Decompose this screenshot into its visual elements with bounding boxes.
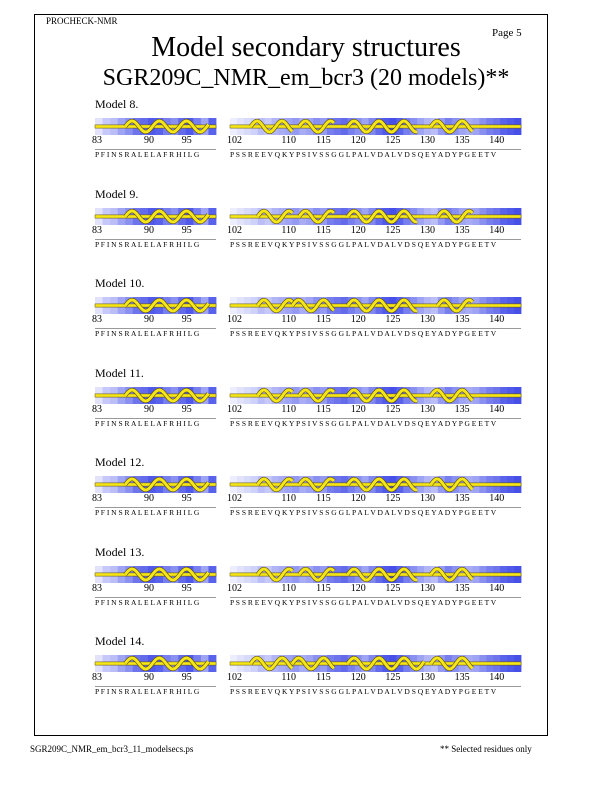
residue-number: 110 [281,493,297,504]
model-label: Model 14. [95,634,145,648]
page-subtitle: SGR209C_NMR_em_bcr3 (20 models)** [102,65,510,91]
residue-sequence: P S S R E E V Q K Y P S I V S S G G L P A L V D A L V D S Q E Y A D Y P G E E T V [230,239,497,249]
residue-number: 83 [92,403,102,415]
residue-number: 95 [181,403,192,415]
residue-number: 120 [350,672,366,683]
residue-number: 135 [454,493,470,504]
residue-number: 130 [420,314,435,325]
residue-number: 125 [385,582,401,594]
residue-sequence: P S S R E E V Q K Y P S I V S S G G L P A L V D A L V D S Q E Y A D Y P G E E T V [230,597,497,607]
residue-number: 90 [143,135,154,146]
residue-number: 140 [489,224,505,236]
secondary-structure-strip [95,566,216,583]
secondary-structure-strip [230,387,521,404]
secondary-structure-strip [95,297,216,314]
footer-note: ** Selected residues only [440,744,532,754]
residue-number: 110 [281,314,297,325]
residue-number: 83 [92,582,102,594]
residue-number: 120 [350,224,366,236]
residue-number: 130 [420,224,435,236]
residue-number: 102 [227,135,242,146]
residue-sequence: P F I N S R A L E L A F R H I L G [95,418,200,428]
residue-sequence: P S S R E E V Q K Y P S I V S S G G L P A L V D A L V D S Q E Y A D Y P G E E T V [230,418,497,428]
residue-sequence: P S S R E E V Q K Y P S I V S S G G L P A L V D A L V D S Q E Y A D Y P G E E T V [230,329,497,338]
residue-number: 115 [316,582,331,594]
residue-number: 95 [181,135,192,146]
residue-number: 95 [181,493,192,504]
footer-filename: SGR209C_NMR_em_bcr3_11_modelsecs.ps [30,744,194,754]
residue-number: 140 [489,582,505,594]
residue-number: 125 [385,493,401,504]
residue-number: 90 [143,314,154,325]
residue-number: 135 [454,135,470,146]
secondary-structure-strip [230,297,521,314]
residue-number: 120 [350,493,366,504]
secondary-structure-strip [230,566,521,583]
residue-number: 102 [227,224,242,236]
residue-number: 115 [316,314,331,325]
residue-number: 130 [420,582,435,594]
residue-sequence: P F I N S R A L E L A F R H I L G [95,687,200,696]
secondary-structure-strip [230,118,521,135]
residue-number: 140 [489,403,505,415]
secondary-structure-strip [95,387,216,404]
residue-number: 115 [316,403,331,415]
residue-number: 115 [316,135,331,146]
secondary-structure-strip [230,476,521,493]
residue-number: 135 [454,672,470,683]
residue-number: 95 [181,224,192,236]
residue-number: 135 [454,403,470,415]
residue-sequence: P S S R E E V Q K Y P S I V S S G G L P A L V D A L V D S Q E Y A D Y P G E E T V [230,687,497,696]
residue-number: 135 [454,582,470,594]
residue-number: 120 [350,314,366,325]
residue-number: 110 [281,224,297,236]
model-label: Model 9. [95,186,139,201]
residue-sequence: P F I N S R A L E L A F R H I L G [95,508,200,517]
residue-number: 140 [489,493,505,504]
residue-sequence: P F I N S R A L E L A F R H I L G [95,239,200,249]
residue-sequence: P F I N S R A L E L A F R H I L G [95,597,200,607]
residue-number: 83 [92,314,102,325]
residue-number: 95 [181,314,192,325]
residue-sequence: P S S R E E V Q K Y P S I V S S G G L P A L V D A L V D S Q E Y A D Y P G E E T V [230,150,497,159]
residue-number: 95 [181,582,192,594]
page-number: Page 5 [492,27,522,39]
residue-number: 135 [454,314,470,325]
residue-number: 125 [385,224,401,236]
residue-number: 140 [489,672,505,683]
residue-number: 90 [143,224,154,236]
residue-number: 102 [227,672,242,683]
residue-number: 115 [316,493,331,504]
residue-number: 110 [281,135,297,146]
secondary-structure-strip [95,118,216,135]
residue-number: 102 [227,314,242,325]
residue-number: 115 [316,672,331,683]
residue-number: 90 [143,403,154,415]
residue-number: 110 [281,403,297,415]
residue-number: 140 [489,135,505,146]
residue-number: 90 [143,493,154,504]
residue-number: 120 [350,135,366,146]
residue-number: 130 [420,403,435,415]
residue-number: 135 [454,224,470,236]
residue-sequence: P F I N S R A L E L A F R H I L G [95,150,200,159]
model-label: Model 13. [95,544,145,559]
program-name: PROCHECK-NMR [46,16,118,26]
residue-number: 115 [316,224,331,236]
secondary-structure-strip [95,476,216,493]
secondary-structure-strip [230,655,521,672]
residue-sequence: P F I N S R A L E L A F R H I L G [95,329,200,338]
residue-number: 120 [350,582,366,594]
model-label: Model 10. [95,276,145,290]
residue-number: 125 [385,314,401,325]
residue-number: 83 [92,493,102,504]
model-label: Model 8. [95,97,139,111]
residue-number: 130 [420,493,435,504]
residue-number: 83 [92,672,102,683]
residue-number: 125 [385,135,401,146]
residue-number: 90 [143,582,154,594]
page-title: Model secondary structures [151,32,461,63]
residue-number: 83 [92,224,102,236]
residue-number: 110 [281,582,297,594]
residue-number: 95 [181,672,192,683]
residue-number: 130 [420,672,435,683]
residue-number: 125 [385,672,401,683]
residue-number: 90 [143,672,154,683]
residue-number: 120 [350,403,366,415]
residue-number: 140 [489,314,505,325]
secondary-structure-strip [230,208,521,225]
residue-number: 130 [420,135,435,146]
model-label: Model 11. [95,365,144,380]
residue-number: 110 [281,672,297,683]
residue-number: 102 [227,582,242,594]
residue-sequence: P S S R E E V Q K Y P S I V S S G G L P A L V D A L V D S Q E Y A D Y P G E E T V [230,508,497,517]
residue-number: 102 [227,493,242,504]
model-label: Model 12. [95,455,145,469]
residue-number: 102 [227,403,242,415]
secondary-structure-strip [95,208,216,225]
secondary-structure-strip [95,655,216,672]
residue-number: 125 [385,403,401,415]
residue-number: 83 [92,135,102,146]
